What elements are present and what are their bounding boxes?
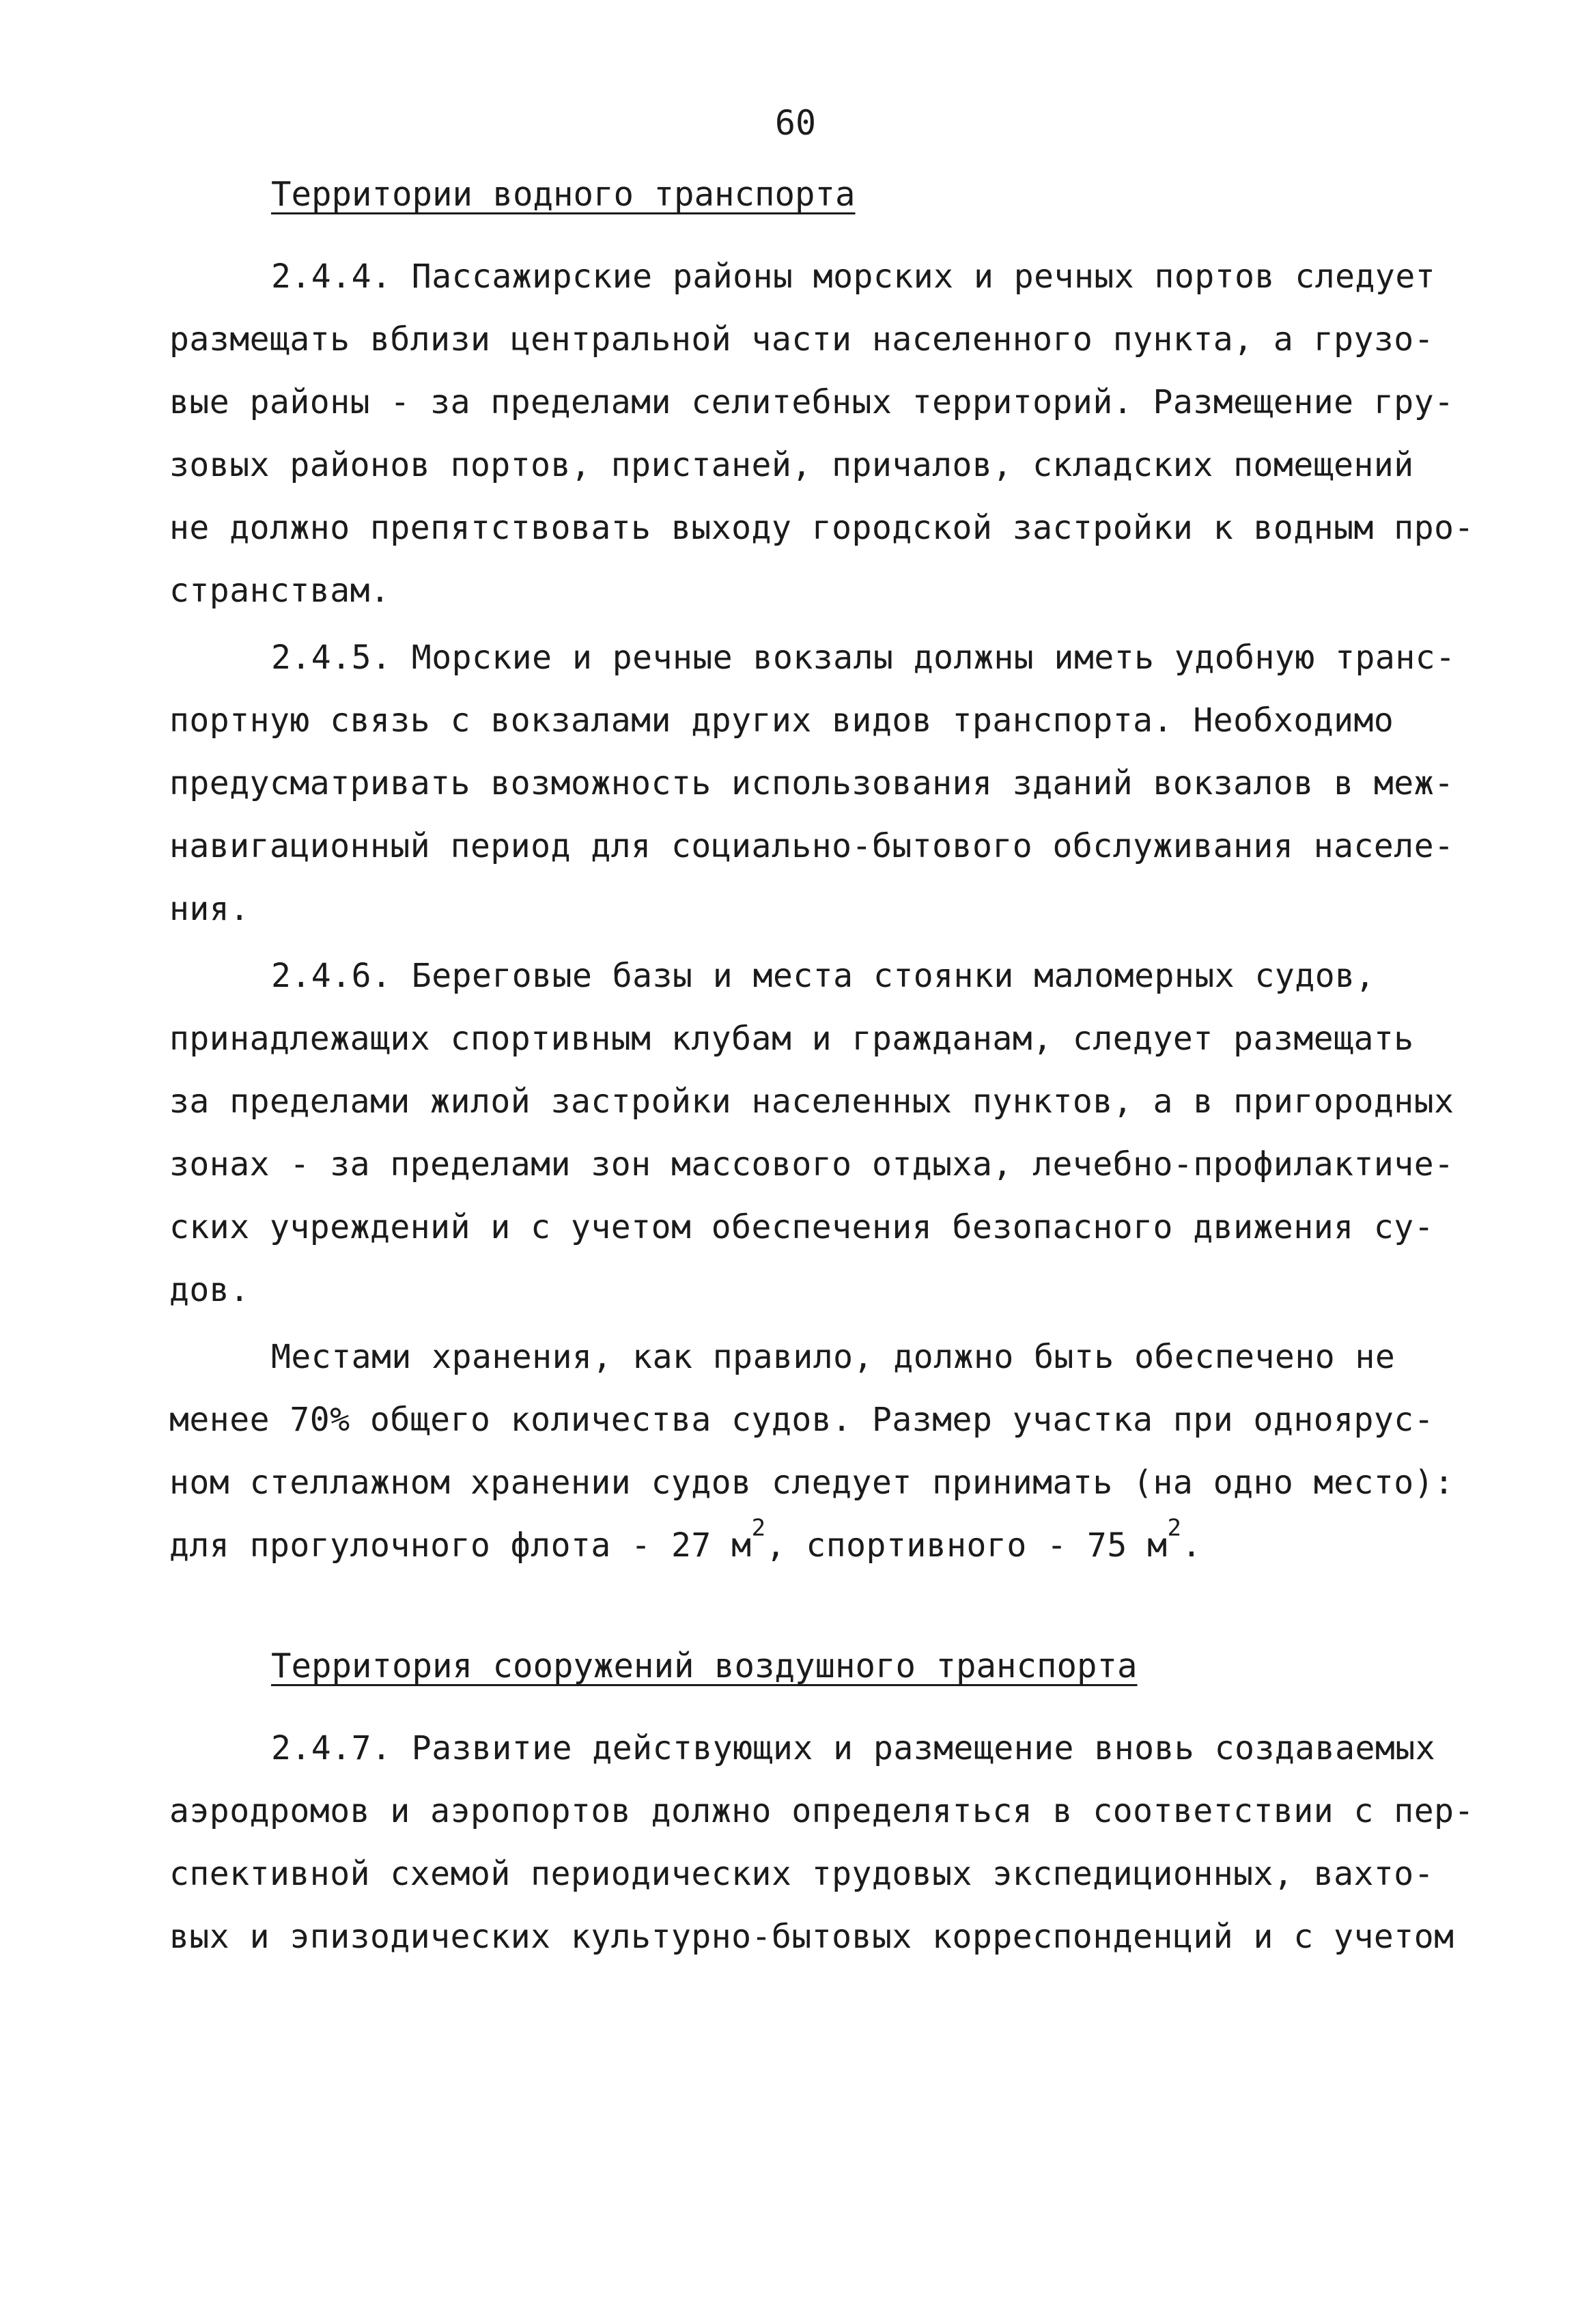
paragraph-line: навигационный период для социально-бытового обслуживания населе- <box>169 827 1454 865</box>
page-number: 60 <box>774 103 817 143</box>
paragraph-line: спективной схемой периодических трудовых экспедиционных, вахто- <box>169 1855 1435 1893</box>
paragraph-line: вые районы - за пределами селитебных территорий. Размещение гру- <box>169 383 1454 421</box>
paragraph-line: зовых районов портов, пристаней, причалов, складских помещений <box>169 446 1414 484</box>
superscript: 2 <box>751 1514 766 1542</box>
line-text: , спортивного - 75 м <box>765 1526 1168 1565</box>
paragraph-line: вых и эпизодических культурно-бытовых корреспонденций и с учетом <box>169 1918 1454 1956</box>
paragraph-line: предусматривать возможность использования зданий вокзалов в меж- <box>169 764 1454 802</box>
paragraph-line: зонах - за пределами зон массового отдыха, лечебно-профилактиче- <box>169 1145 1454 1184</box>
paragraph-line: дов. <box>169 1271 250 1309</box>
paragraph-line: портную связь с вокзалами других видов транспорта. Необходимо <box>169 701 1394 740</box>
paragraph-line: размещать вблизи центральной части населенного пункта, а грузо- <box>169 320 1435 359</box>
paragraph-line: не должно препятствовать выходу городской застройки к водным про- <box>169 509 1474 547</box>
paragraph-line: ном стеллажном хранении судов следует принимать (на одно место): <box>169 1464 1454 1502</box>
paragraph-line: 2.4.4. Пассажирские районы морских и речных портов следует <box>271 257 1436 296</box>
paragraph-line: 2.4.7. Развитие действующих и размещение вновь создаваемых <box>271 1729 1436 1767</box>
paragraph-line: за пределами жилой застройки населенных пунктов, а в пригородных <box>169 1082 1454 1121</box>
paragraph-line: ния. <box>169 890 250 928</box>
superscript: 2 <box>1167 1514 1182 1542</box>
paragraph-line: Местами хранения, как правило, должно быть обеспечено не <box>271 1338 1396 1376</box>
section-heading-water-transport: Территории водного транспорта <box>271 175 856 214</box>
section-heading-air-transport: Территория сооружений воздушного транспорта <box>271 1647 1138 1685</box>
paragraph-line: ских учреждений и с учетом обеспечения безопасного движения су- <box>169 1208 1435 1246</box>
paragraph-line: 2.4.5. Морские и речные вокзалы должны иметь удобную транс- <box>271 639 1456 677</box>
paragraph-line: странствам. <box>169 572 391 610</box>
line-text: . <box>1181 1526 1202 1565</box>
paragraph-line: аэродромов и аэропортов должно определяться в соответствии с пер- <box>169 1792 1474 1830</box>
paragraph-line: менее 70% общего количества судов. Размер участка при одноярус- <box>169 1401 1435 1439</box>
paragraph-line: принадлежащих спортивным клубам и гражданам, следует размещать <box>169 1020 1414 1058</box>
line-text: для прогулочного флота - 27 м <box>169 1526 752 1565</box>
paragraph-line-with-superscripts <box>169 1514 1202 1566</box>
paragraph-line: 2.4.6. Береговые базы и места стоянки маломерных судов, <box>271 957 1375 995</box>
